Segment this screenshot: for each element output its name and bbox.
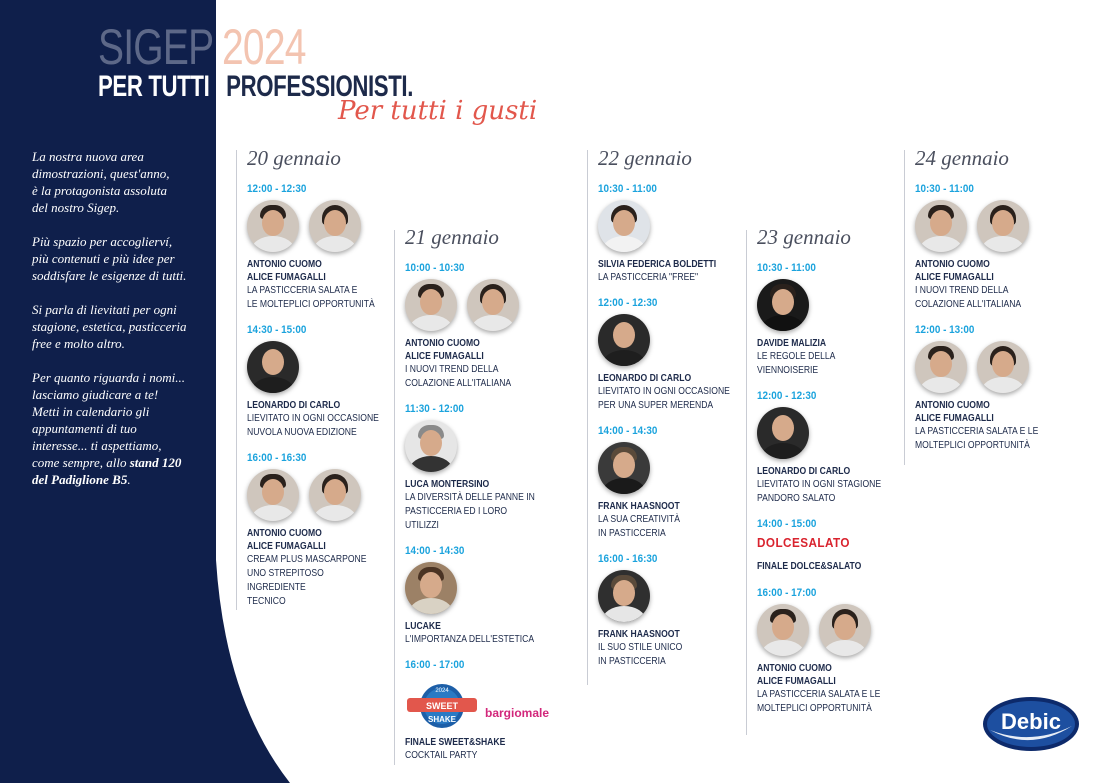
intro-paragraph-3: Si parla di lievitati per ogni stagione, estetica, pasticceria free e molto altro. [32, 302, 187, 351]
speaker-name: LUCAKE [405, 621, 441, 632]
session-topic: IL SUO STILE UNICO IN PASTICCERIA [598, 642, 683, 667]
speaker-name: ALICE FUMAGALLI [247, 541, 326, 552]
speaker-name: FRANK HAASNOOT [598, 501, 680, 512]
session-slot [757, 518, 917, 573]
sweet-shake-sub-text: SHAKE [427, 715, 457, 724]
session-topic: I NUOVI TREND DELLA COLAZIONE ALL'ITALIANA [915, 285, 1022, 310]
session-time: 10:30 - 11:00 [757, 262, 816, 274]
session-slot [405, 545, 565, 647]
intro-paragraph-1: La nostra nuova area dimostrazioni, quest'anno, è la protagonista assoluta del nostro Sigep. [32, 149, 170, 215]
session-time: 14:30 - 15:00 [247, 324, 307, 336]
session-topic: LA PASTICCERIA SALATA E LE MOLTEPLICI OPPORTUNITÀ [915, 426, 1039, 451]
session-time: 16:00 - 16:30 [247, 452, 307, 464]
intro-text [32, 148, 232, 505]
speaker-photo-avatar [309, 469, 361, 521]
session-topic: LA PASTICCERIA SALATA E LE MOLTEPLICI OPPORTUNITÀ [247, 285, 375, 310]
speaker-photos [405, 420, 565, 472]
intro-p4-text: Per quanto riguarda i nomi... lasciamo giudicare a te! Metti in calendario gli appuntamenti di tuo interesse... ti aspettiamo, come sempre, allo [32, 370, 185, 470]
day-column-22-gennaio [598, 146, 758, 677]
session-slot [247, 183, 407, 312]
speaker-photo-avatar [819, 604, 871, 656]
session-slot [757, 587, 917, 716]
headline-subtitle: Per tutti i gusti [338, 96, 538, 126]
speaker-photo-avatar [405, 562, 457, 614]
speaker-photo-avatar [757, 407, 809, 459]
speaker-name: SILVIA FEDERICA BOLDETTI [598, 259, 717, 270]
bargiomale-logo: bargiomale [485, 706, 550, 720]
intro-paragraph-4 [32, 369, 232, 488]
headline-part-a: PER TUTTI I [98, 70, 221, 103]
session-time: 14:00 - 14:30 [598, 425, 658, 437]
speaker-name: LEONARDO DI CARLO [598, 373, 692, 384]
session-slot [598, 553, 758, 669]
speaker-photo-avatar [977, 341, 1029, 393]
intro-paragraph-2: Più spazio per accoglierví, più contenuti e più idee per soddisfare le esigenze di tutti. [32, 234, 187, 283]
sponsor-logos [405, 676, 565, 730]
session-time: 12:00 - 12:30 [598, 297, 658, 309]
speaker-name: LEONARDO DI CARLO [247, 400, 341, 411]
day-title: 21 gennaio [405, 225, 499, 249]
speaker-photos [598, 200, 758, 252]
session-time: 16:00 - 17:00 [405, 659, 465, 671]
session-topic: CREAM PLUS MASCARPONE UNO STREPITOSO INGREDIENTE TECNICO [247, 554, 367, 607]
session-topic: LA SUA CREATIVITÀ IN PASTICCERIA [598, 514, 681, 539]
speaker-name: ANTONIO CUOMO [757, 663, 832, 674]
speaker-photo-avatar [915, 200, 967, 252]
speaker-photo-avatar [598, 570, 650, 622]
speaker-photos [598, 570, 758, 622]
session-time: 12:00 - 12:30 [757, 390, 817, 402]
speaker-photo-avatar [309, 200, 361, 252]
session-topic: L'IMPORTANZA DELL'ESTETICA [405, 634, 535, 645]
session-slot [757, 390, 917, 506]
session-time: 10:30 - 11:00 [598, 183, 657, 195]
session-slot [598, 183, 758, 285]
session-topic: LIEVITATO IN OGNI OCCASIONE NUVOLA NUOVA EDIZIONE [247, 413, 379, 438]
speaker-photos [405, 562, 565, 614]
speaker-photo-avatar [467, 279, 519, 331]
speaker-name: ANTONIO CUOMO [247, 528, 322, 539]
speaker-photo-avatar [598, 200, 650, 252]
dolcesalato-logo: DOLCESALATO [757, 535, 850, 550]
speaker-name: ANTONIO CUOMO [405, 338, 480, 349]
speaker-photo-avatar [247, 341, 299, 393]
speaker-photo-avatar [757, 279, 809, 331]
speaker-photos [247, 341, 407, 393]
speaker-photo-avatar [405, 420, 457, 472]
speaker-name: ALICE FUMAGALLI [247, 272, 326, 283]
day-title: 23 gennaio [757, 225, 851, 249]
session-topic: LA DIVERSITÀ DELLE PANNE IN PASTICCERIA ED I LORO UTILIZZI [405, 492, 535, 531]
session-time: 12:00 - 13:00 [915, 324, 975, 336]
speaker-photo-avatar [977, 200, 1029, 252]
speaker-photos [757, 604, 917, 656]
speaker-photo-avatar [247, 469, 299, 521]
day-column-20-gennaio [247, 146, 407, 617]
headline-part-b: PROFESSIONISTI. [226, 70, 414, 103]
speaker-photos [247, 469, 407, 521]
session-topic: I NUOVI TREND DELLA COLAZIONE ALL'ITALIANA [405, 364, 512, 389]
debic-logo-icon [982, 696, 1080, 752]
session-slot [598, 297, 758, 413]
speaker-name: ANTONIO CUOMO [247, 259, 322, 270]
session-topic: LIEVITATO IN OGNI STAGIONE PANDORO SALATO [757, 479, 882, 504]
session-time: 11:30 - 12:00 [405, 403, 464, 415]
brand-year: 2024 [222, 19, 306, 75]
speaker-name: ANTONIO CUOMO [915, 400, 990, 411]
intro-stand-location: stand 120 del Padiglione B5 [32, 455, 182, 487]
session-slot [598, 425, 758, 541]
session-slot [405, 403, 565, 533]
session-time: 16:00 - 17:00 [757, 587, 817, 599]
session-slot [915, 183, 1075, 312]
speaker-photos [598, 314, 758, 366]
event-name: FINALE DOLCE&SALATO [757, 561, 862, 572]
speaker-name: LEONARDO DI CARLO [757, 466, 851, 477]
speaker-name: ALICE FUMAGALLI [915, 272, 994, 283]
speaker-photos [915, 341, 1075, 393]
speaker-photos [405, 279, 565, 331]
day-title: 24 gennaio [915, 146, 1009, 170]
speaker-photo-avatar [757, 604, 809, 656]
speaker-name: ALICE FUMAGALLI [915, 413, 994, 424]
session-slot [247, 452, 407, 609]
speaker-photos [247, 200, 407, 252]
session-topic: LA PASTICCERIA "FREE" [598, 272, 699, 283]
speaker-name: ALICE FUMAGALLI [757, 676, 836, 687]
session-slot [757, 262, 917, 378]
event-name: FINALE SWEET&SHAKE [405, 737, 506, 748]
session-slot [915, 324, 1075, 453]
debic-logo-text: Debic [1001, 709, 1061, 734]
brand-title: SIGEP [98, 19, 214, 75]
divider-22 [587, 150, 588, 685]
speaker-name: LUCA MONTERSINO [405, 479, 490, 490]
divider-20 [236, 150, 237, 610]
session-slot [405, 262, 565, 391]
speaker-photos [598, 442, 758, 494]
session-time: 10:00 - 10:30 [405, 262, 465, 274]
session-time: 12:00 - 12:30 [247, 183, 307, 195]
intro-p4-end: . [127, 472, 131, 487]
sweet-shake-logo-icon [405, 676, 479, 730]
speaker-name: ANTONIO CUOMO [915, 259, 990, 270]
session-slot [405, 659, 565, 763]
session-topic: LE REGOLE DELLA VIENNOISERIE [757, 351, 836, 376]
day-column-23-gennaio [757, 225, 917, 724]
speaker-photo-avatar [598, 314, 650, 366]
speaker-name: FRANK HAASNOOT [598, 629, 680, 640]
speaker-photo-avatar [598, 442, 650, 494]
day-title: 20 gennaio [247, 146, 341, 170]
speaker-photo-avatar [915, 341, 967, 393]
session-slot [247, 324, 407, 440]
sweet-shake-text: SWEET [425, 701, 459, 711]
speaker-photo-avatar [247, 200, 299, 252]
speaker-photo-avatar [405, 279, 457, 331]
speaker-photos [757, 279, 917, 331]
day-column-24-gennaio [915, 146, 1075, 461]
session-time: 14:00 - 14:30 [405, 545, 465, 557]
speaker-name: ALICE FUMAGALLI [405, 351, 484, 362]
speaker-name: DAVIDE MALIZIA [757, 338, 827, 349]
session-time: 10:30 - 11:00 [915, 183, 974, 195]
day-column-21-gennaio [405, 225, 565, 771]
session-topic: COCKTAIL PARTY [405, 750, 478, 761]
session-time: 14:00 - 15:00 [757, 518, 817, 530]
session-topic: LA PASTICCERIA SALATA E LE MOLTEPLICI OPPORTUNITÀ [757, 689, 881, 714]
sweet-shake-year: 2024 [435, 688, 449, 694]
session-time: 16:00 - 16:30 [598, 553, 658, 565]
day-title: 22 gennaio [598, 146, 692, 170]
speaker-photos [757, 407, 917, 459]
speaker-photos [915, 200, 1075, 252]
session-topic: LIEVITATO IN OGNI OCCASIONE PER UNA SUPER MERENDA [598, 386, 730, 411]
